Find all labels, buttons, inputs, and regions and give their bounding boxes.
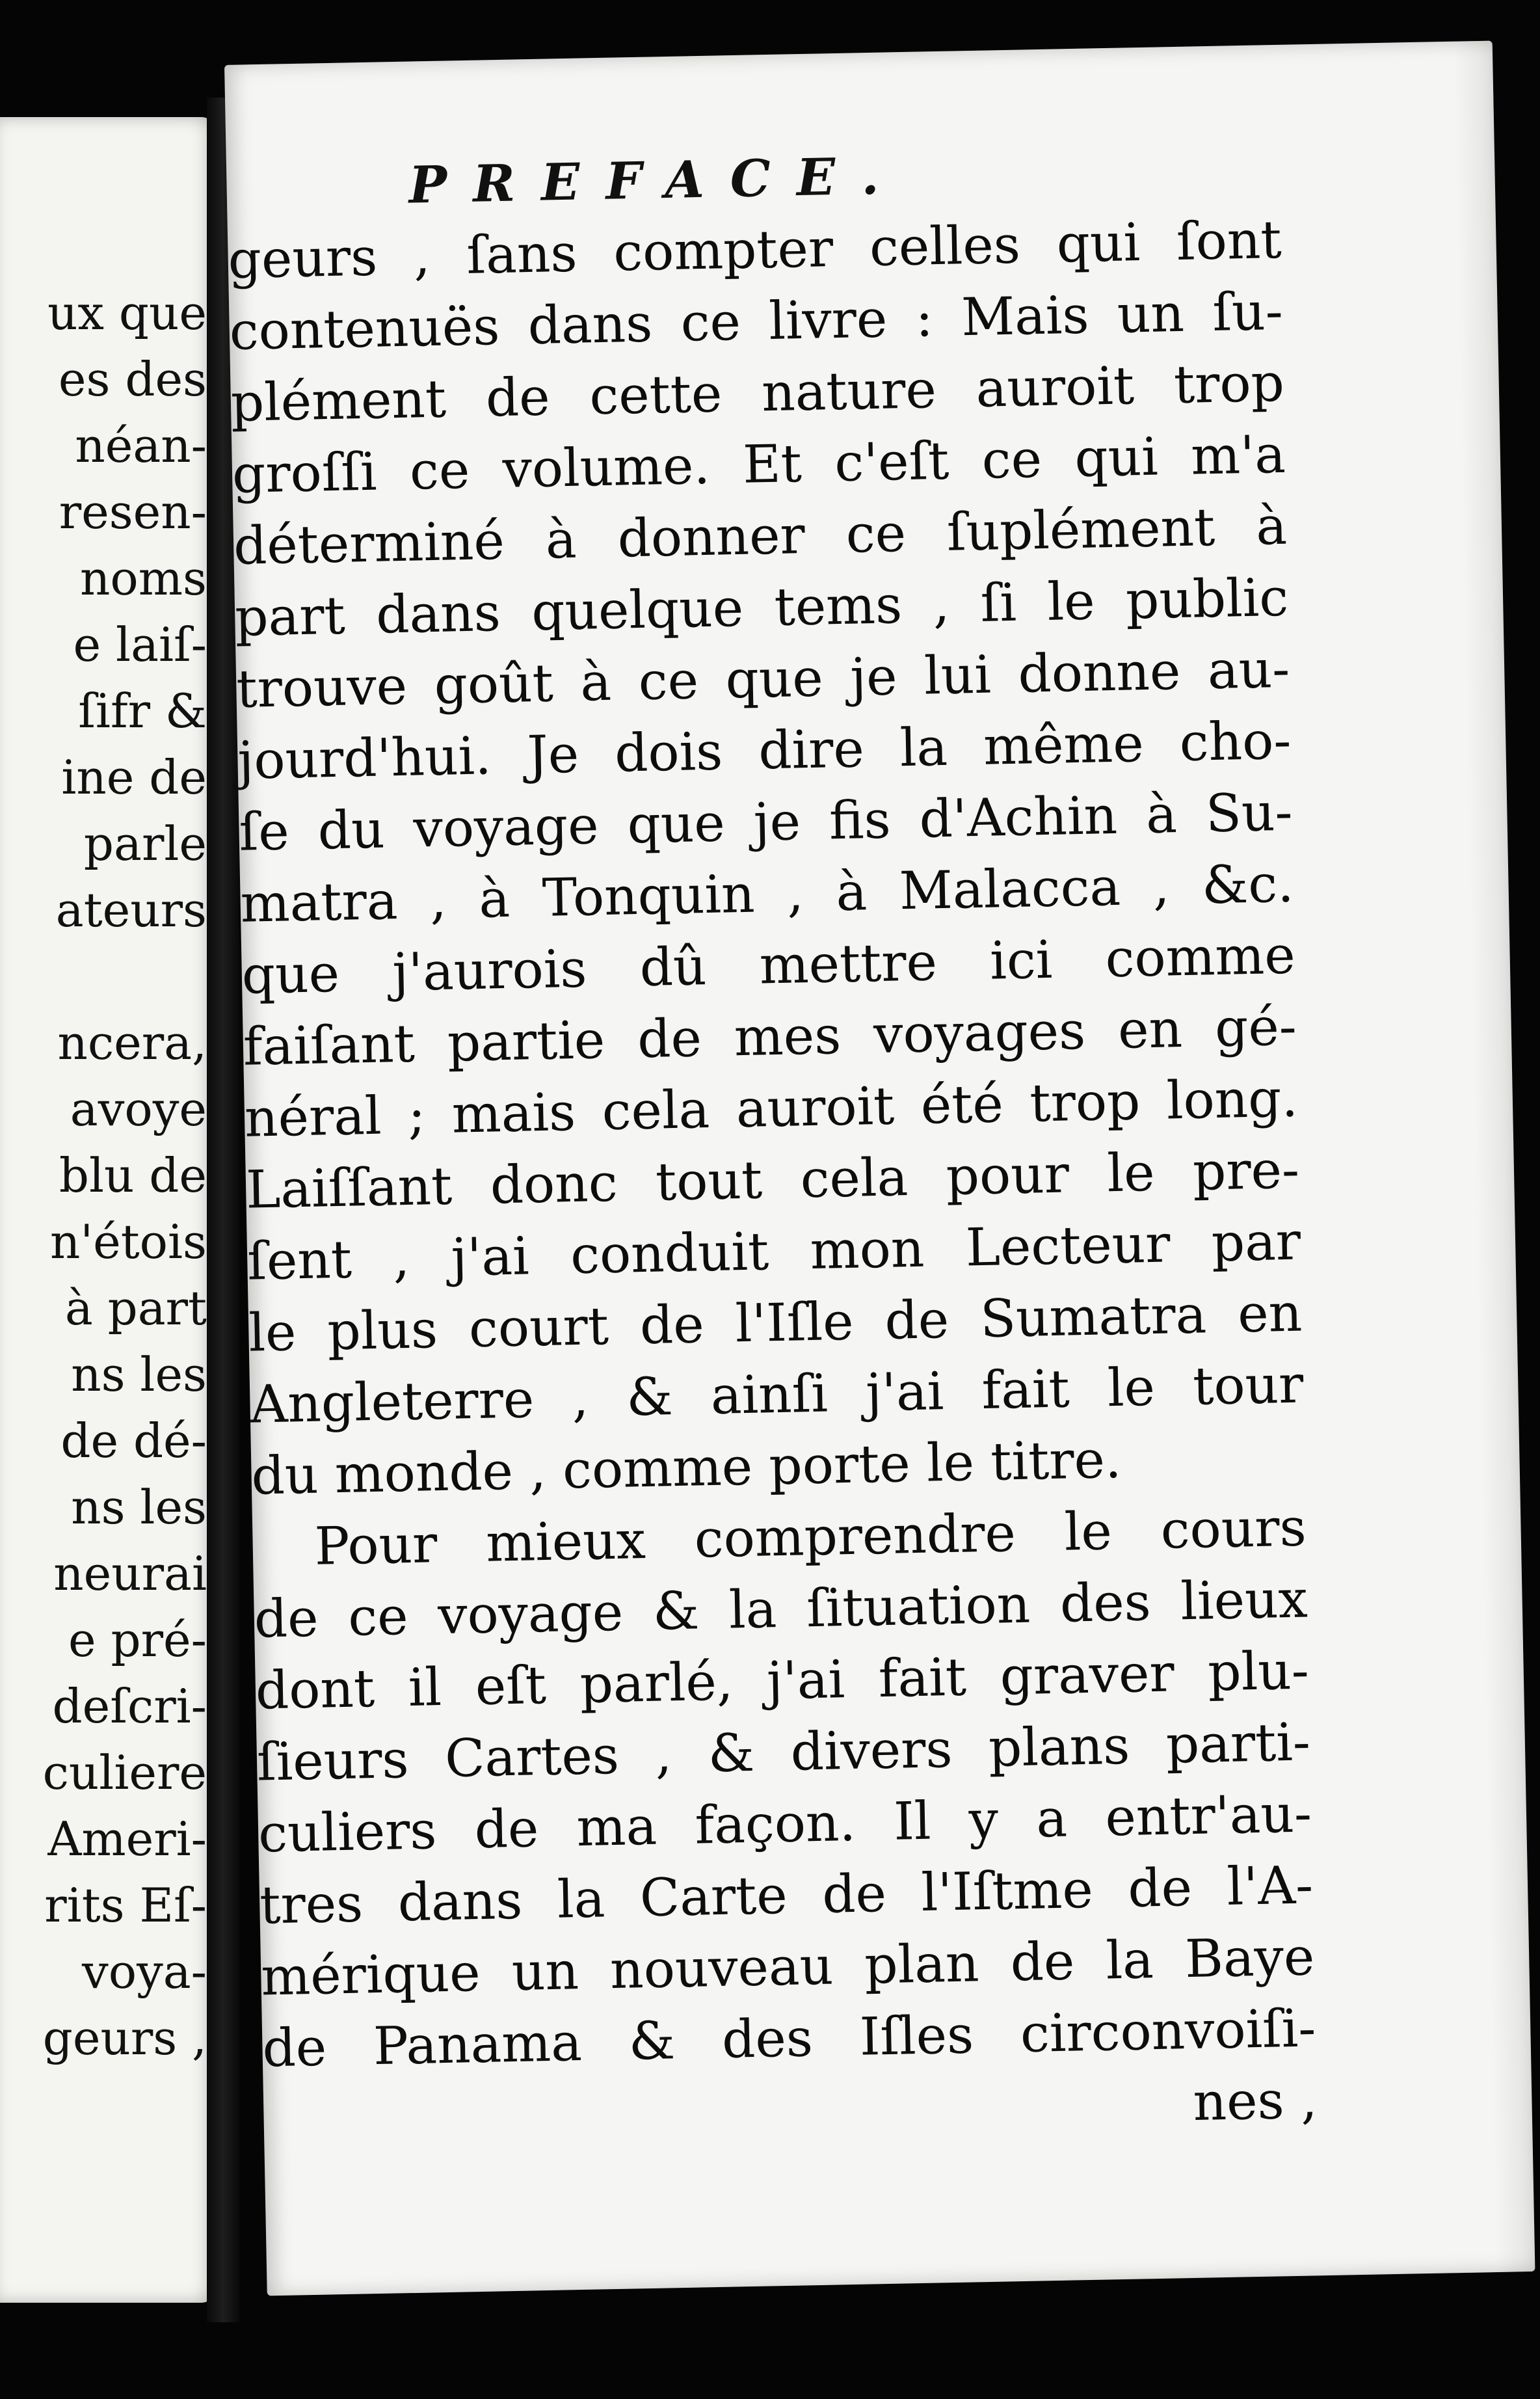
text-line: plément de cette nature auroit trop <box>230 352 1285 433</box>
text-line: de ce voyage & la ſituation des lieux <box>253 1568 1308 1650</box>
left-page-line: culiere <box>42 1745 207 1800</box>
running-head: PREFACE. <box>408 146 906 215</box>
left-page-line: ateurs <box>55 883 207 937</box>
left-page-line: ine de <box>61 750 207 805</box>
catchword: nes , <box>1192 2069 1318 2132</box>
text-line: mérique un nouveau plan de la Baye <box>260 1926 1316 2007</box>
page-body-text <box>228 204 1318 2156</box>
text-line: culiers de ma façon. Il y a entr'au- <box>258 1783 1312 1864</box>
left-page-line: ux que <box>47 286 207 340</box>
text-line: faiſant partie de mes voyages en gé- <box>243 996 1297 1077</box>
left-page-line: Ameri- <box>47 1812 207 1866</box>
left-page-line: ncera, <box>57 1015 207 1070</box>
text-line: de Panama & des Iſles circonvoiſi- <box>261 1998 1317 2079</box>
left-page-line: n'étois <box>49 1214 207 1269</box>
left-page-line: e laiſ- <box>73 617 207 672</box>
left-page-line <box>43 943 207 1010</box>
text-line: tres dans la Carte de l'Iſtme de l'A- <box>259 1855 1314 1936</box>
page-edge-shadow <box>1454 41 1535 2273</box>
left-page-line: neurai <box>53 1546 207 1601</box>
left-page-line: deſcri- <box>52 1679 207 1734</box>
text-line: groſſi ce volume. Et c'eſt ce qui m'a <box>232 423 1286 505</box>
text-line: néral ; mais cela auroit été trop long. <box>244 1067 1299 1149</box>
left-page-fragment <box>0 117 215 2303</box>
text-line: ſieurs Cartes , & divers plans parti- <box>256 1711 1311 1793</box>
text-line: déterminé à donner ce ſuplément à <box>233 495 1288 576</box>
text-line: matra , à Tonquin , à Malacca , &c. <box>239 853 1295 934</box>
text-line: contenuës dans ce livre : Mais un ſu- <box>228 280 1284 362</box>
text-line: part dans quelque tems , ſi le public <box>234 567 1289 648</box>
left-page-line: ns les <box>71 1347 207 1402</box>
text-line: ſent , j'ai conduit mon Lecteur par <box>246 1211 1301 1292</box>
left-page-line: avoye <box>70 1082 207 1136</box>
left-page-line: à part <box>64 1281 207 1335</box>
left-page-line: voya- <box>82 1944 207 1999</box>
text-line: Pour mieux comprendre le cours <box>313 1497 1307 1577</box>
main-page <box>224 41 1535 2296</box>
text-line: trouve goût à ce que je lui donne au- <box>235 638 1291 719</box>
text-line: du monde , comme porte le titre. <box>250 1428 1122 1507</box>
left-page-line: e pré- <box>68 1613 207 1667</box>
left-page-line: parle <box>83 816 207 871</box>
left-page-line: de dé- <box>60 1414 207 1468</box>
left-page-line: ns les <box>71 1480 207 1535</box>
text-line: ſe du voyage que je fis d'Achin à Su- <box>238 781 1294 863</box>
left-page-line: ſifr & <box>78 684 207 738</box>
left-page-line: resen- <box>59 485 207 539</box>
text-line: que j'aurois dû mettre ici comme <box>241 924 1296 1006</box>
left-page-line: rits Eſ- <box>44 1878 207 1933</box>
text-line: Angleterre , & ainſi j'ai fait le tour <box>249 1354 1305 1435</box>
text-line: Laiſſant donc tout cela pour le pre- <box>245 1139 1300 1220</box>
left-page-line: noms <box>80 551 207 606</box>
left-page-line: néan- <box>75 418 207 473</box>
left-page-line: geurs , <box>42 2011 207 2065</box>
text-line: dont il eſt parlé, j'ai fait graver plu- <box>255 1640 1310 1721</box>
text-line: jourd'hui. Je dois dire la même cho- <box>237 710 1292 791</box>
left-page-line: blu de <box>59 1148 207 1203</box>
left-page-line: es des <box>58 352 207 407</box>
text-line: le plus court de l'Iſle de Sumatra en <box>248 1282 1303 1363</box>
text-line: geurs , ſans compter celles qui ſont <box>227 209 1282 290</box>
left-page-lines <box>43 280 207 2071</box>
